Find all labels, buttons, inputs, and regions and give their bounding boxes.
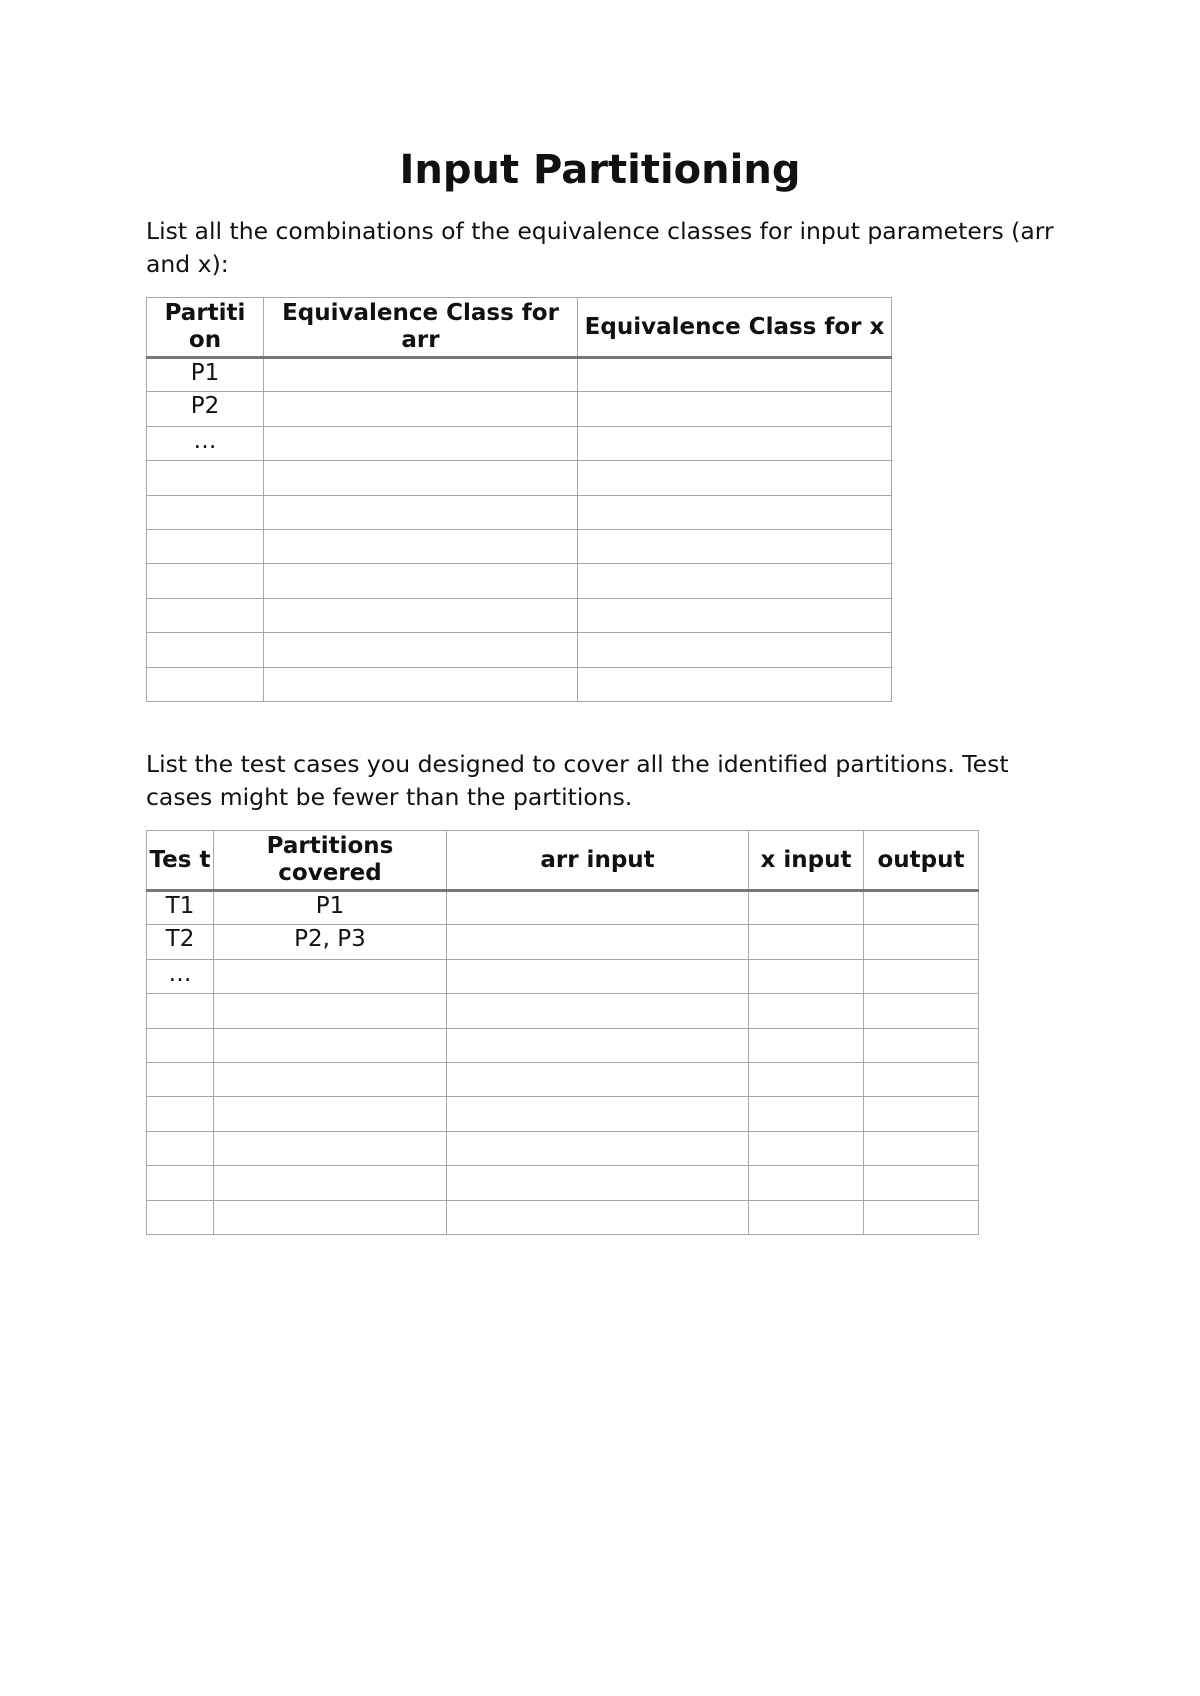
output-cell[interactable] <box>864 1097 979 1131</box>
table-row <box>147 598 892 632</box>
page-title: Input Partitioning <box>399 147 801 193</box>
header-output: output <box>864 831 979 891</box>
partition-id-cell[interactable] <box>147 461 264 495</box>
equivalence-arr-cell[interactable] <box>264 564 578 598</box>
table-row <box>147 1097 979 1131</box>
test-id-cell[interactable] <box>147 1131 214 1165</box>
partitions-covered-cell[interactable]: P2, P3 <box>214 925 447 959</box>
x-input-cell[interactable] <box>749 1131 864 1165</box>
equivalence-arr-cell[interactable] <box>264 598 578 632</box>
output-cell[interactable] <box>864 925 979 959</box>
testcase-table <box>146 830 979 1235</box>
partition-id-cell[interactable] <box>147 564 264 598</box>
partition-id-cell[interactable]: P1 <box>147 358 264 392</box>
table-row <box>147 1062 979 1096</box>
table-row <box>147 495 892 529</box>
equivalence-arr-cell[interactable] <box>264 358 578 392</box>
x-input-cell[interactable] <box>749 994 864 1028</box>
header-x-input: x input <box>749 831 864 891</box>
test-id-cell[interactable] <box>147 1200 214 1234</box>
header-equivalence-arr: Equivalence Class for arr <box>264 298 578 358</box>
partition-table-header-row <box>147 298 892 358</box>
x-input-cell[interactable] <box>749 1200 864 1234</box>
table-row <box>147 1028 979 1062</box>
equivalence-x-cell[interactable] <box>578 598 892 632</box>
test-id-cell[interactable] <box>147 1062 214 1096</box>
x-input-cell[interactable] <box>749 891 864 925</box>
equivalence-x-cell[interactable] <box>578 667 892 701</box>
partitions-instruction: List all the combinations of the equivalence classes for input parameters (arr and x): <box>146 217 1054 278</box>
partition-id-cell[interactable] <box>147 598 264 632</box>
equivalence-arr-cell[interactable] <box>264 426 578 460</box>
table-row <box>147 564 892 598</box>
equivalence-arr-cell[interactable] <box>264 461 578 495</box>
test-id-cell[interactable]: T1 <box>147 891 214 925</box>
table-row <box>147 426 892 460</box>
test-id-cell[interactable] <box>147 1166 214 1200</box>
x-input-cell[interactable] <box>749 925 864 959</box>
partition-table-body <box>147 358 892 702</box>
output-cell[interactable] <box>864 891 979 925</box>
equivalence-arr-cell[interactable] <box>264 529 578 563</box>
equivalence-x-cell[interactable] <box>578 461 892 495</box>
partitions-covered-cell[interactable]: P1 <box>214 891 447 925</box>
equivalence-x-cell[interactable] <box>578 392 892 426</box>
table-row <box>147 994 979 1028</box>
arr-input-cell[interactable] <box>447 1097 749 1131</box>
partitions-covered-cell[interactable] <box>214 994 447 1028</box>
arr-input-cell[interactable] <box>447 1028 749 1062</box>
header-partition: Partiti on <box>147 298 264 358</box>
testcase-table-header-row <box>147 831 979 891</box>
header-equivalence-x: Equivalence Class for x <box>578 298 892 358</box>
table-row <box>147 633 892 667</box>
x-input-cell[interactable] <box>749 1028 864 1062</box>
header-test: Tes t <box>147 831 214 891</box>
table-row <box>147 959 979 993</box>
table-row <box>147 667 892 701</box>
partitions-covered-cell[interactable] <box>214 959 447 993</box>
equivalence-arr-cell[interactable] <box>264 392 578 426</box>
equivalence-x-cell[interactable] <box>578 564 892 598</box>
test-id-cell[interactable] <box>147 1097 214 1131</box>
equivalence-x-cell[interactable] <box>578 529 892 563</box>
equivalence-arr-cell[interactable] <box>264 495 578 529</box>
test-id-cell[interactable]: … <box>147 959 214 993</box>
partition-id-cell[interactable] <box>147 529 264 563</box>
arr-input-cell[interactable] <box>447 1166 749 1200</box>
arr-input-cell[interactable] <box>447 1200 749 1234</box>
arr-input-cell[interactable] <box>447 925 749 959</box>
partition-id-cell[interactable] <box>147 667 264 701</box>
equivalence-x-cell[interactable] <box>578 426 892 460</box>
output-cell[interactable] <box>864 1166 979 1200</box>
x-input-cell[interactable] <box>749 959 864 993</box>
arr-input-cell[interactable] <box>447 959 749 993</box>
partition-table <box>146 297 892 702</box>
arr-input-cell[interactable] <box>447 1062 749 1096</box>
equivalence-x-cell[interactable] <box>578 358 892 392</box>
partitions-covered-cell[interactable] <box>214 1131 447 1165</box>
table-row <box>147 461 892 495</box>
equivalence-arr-cell[interactable] <box>264 633 578 667</box>
output-cell[interactable] <box>864 1131 979 1165</box>
output-cell[interactable] <box>864 1028 979 1062</box>
table-row <box>147 1131 979 1165</box>
partitions-covered-cell[interactable] <box>214 1097 447 1131</box>
test-id-cell[interactable] <box>147 994 214 1028</box>
partitions-covered-cell[interactable] <box>214 1062 447 1096</box>
equivalence-x-cell[interactable] <box>578 633 892 667</box>
equivalence-x-cell[interactable] <box>578 495 892 529</box>
output-cell[interactable] <box>864 994 979 1028</box>
partition-id-cell[interactable]: P2 <box>147 392 264 426</box>
test-id-cell[interactable] <box>147 1028 214 1062</box>
test-id-cell[interactable]: T2 <box>147 925 214 959</box>
partition-id-cell[interactable] <box>147 633 264 667</box>
equivalence-arr-cell[interactable] <box>264 667 578 701</box>
output-cell[interactable] <box>864 1200 979 1234</box>
output-cell[interactable] <box>864 959 979 993</box>
x-input-cell[interactable] <box>749 1097 864 1131</box>
table-row <box>147 529 892 563</box>
testcase-table-body <box>147 891 979 1235</box>
output-cell[interactable] <box>864 1062 979 1096</box>
partitions-covered-cell[interactable] <box>214 1028 447 1062</box>
partitions-covered-cell[interactable] <box>214 1166 447 1200</box>
table-row <box>147 1200 979 1234</box>
table-row <box>147 1166 979 1200</box>
table-row <box>147 358 892 392</box>
partition-id-cell[interactable]: … <box>147 426 264 460</box>
arr-input-cell[interactable] <box>447 891 749 925</box>
partition-id-cell[interactable] <box>147 495 264 529</box>
header-arr-input: arr input <box>447 831 749 891</box>
table-row <box>147 891 979 925</box>
testcases-instruction: List the test cases you designed to cover all the identified partitions. Test cases might be fewer than the partitions. <box>146 750 1009 811</box>
table-row <box>147 392 892 426</box>
partitions-covered-cell[interactable] <box>214 1200 447 1234</box>
x-input-cell[interactable] <box>749 1062 864 1096</box>
x-input-cell[interactable] <box>749 1166 864 1200</box>
arr-input-cell[interactable] <box>447 994 749 1028</box>
header-partitions-covered: Partitions covered <box>214 831 447 891</box>
arr-input-cell[interactable] <box>447 1131 749 1165</box>
table-row <box>147 925 979 959</box>
